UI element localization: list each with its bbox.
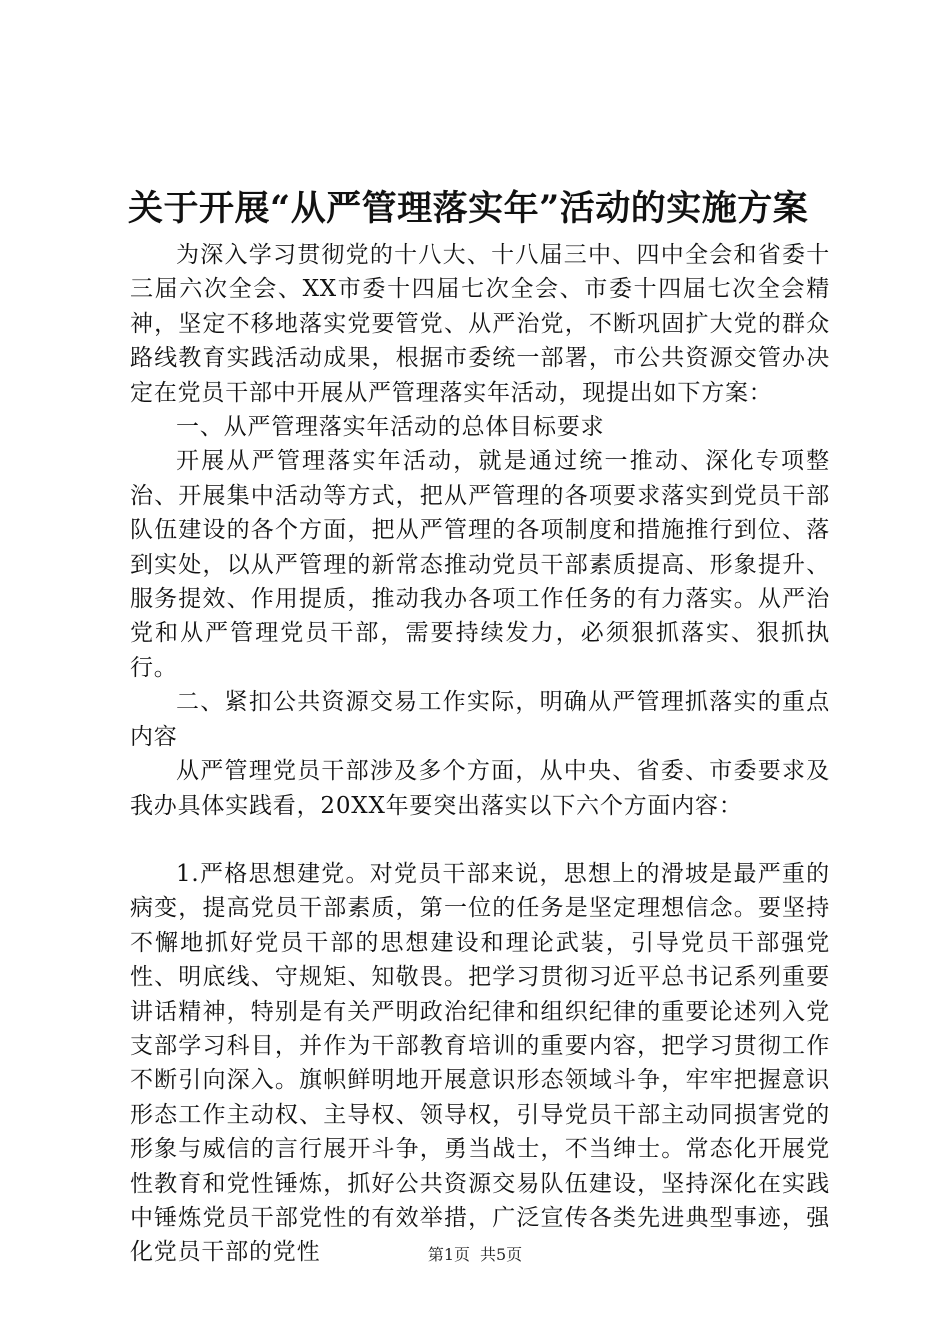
intro-paragraph: 为深入学习贯彻党的十八大、十八届三中、四中全会和省委十三届六次全会、XX市委十四届七次全会、市委十四届七次全会精神，坚定不移地落实党要管党、从严治党，不断巩固扩大党的群众路线教育实践活动成果，根据市委统一部署，市公共资源交管办决定在党员干部中开展从严管理落实年活动，现提出如下方案：: [130, 242, 830, 406]
document-body: [130, 238, 830, 1270]
section-1-paragraph: 开展从严管理落实年活动，就是通过统一推动、深化专项整治、开展集中活动等方式，把从严管理的各项要求落实到党员干部队伍建设的各个方面，把从严管理的各项制度和措施推行到位、落到实处，以从严管理的新常态推动党员干部素质提高、形象提升、服务提效、作用提质，推动我办各项工作任务的有力落实。从严治党和从严管理党员干部，需要持续发力，必须狠抓落实、狠抓执行。: [130, 448, 830, 681]
section-2-paragraph: 从严管理党员干部涉及多个方面，从中央、省委、市委要求及我办具体实践看，20XX年要突出落实以下六个方面内容：: [130, 758, 830, 819]
item-1-paragraph: 1.严格思想建党。对党员干部来说，思想上的滑坡是最严重的病变，提高党员干部素质，第一位的任务是坚定理想信念。要坚持不懈地抓好党员干部的思想建设和理论武装，引导党员干部强党性、明底线、守规矩、知敬畏。把学习贯彻习近平总书记系列重要讲话精神，特别是有关严明政治纪律和组织纪律的重要论述列入党支部学习科目，并作为干部教育培训的重要内容，把学习贯彻工作不断引向深入。旗帜鲜明地开展意识形态领域斗争，牢牢把握意识形态工作主动权、主导权、领导权，引导党员干部主动同损害党的形象与威信的言行展开斗争，勇当战士，不当绅士。常态化开展党性教育和党性锤炼，抓好公共资源交易队伍建设，坚持深化在实践中锤炼党员干部党性的有效举措，广泛宣传各类先进典型事迹，强化党员干部的党性: [130, 860, 830, 1266]
page-total: 共5页: [480, 1245, 523, 1264]
page-number: 第1页: [427, 1245, 470, 1264]
section-heading-1: 一、从严管理落实年活动的总体目标要求: [176, 414, 605, 441]
document-title: 关于开展“从严管理落实年”活动的实施方案: [128, 188, 809, 229]
page-footer: [0, 1244, 950, 1266]
section-heading-2: 二、紧扣公共资源交易工作实际，明确从严管理抓落实的重点内容: [130, 689, 830, 750]
